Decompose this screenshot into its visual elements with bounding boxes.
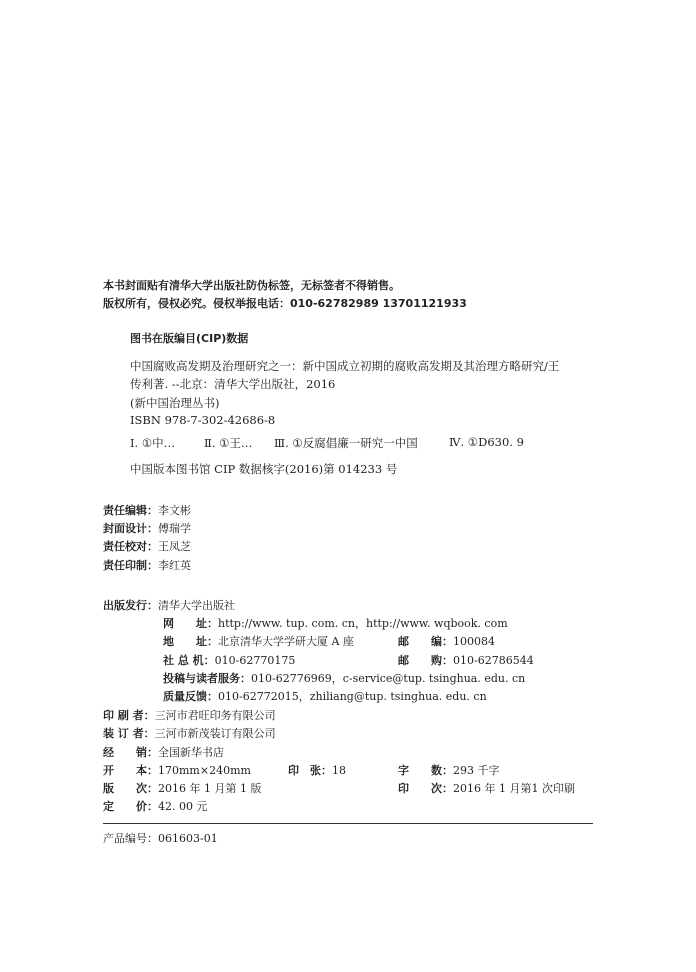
publisher-mail-order: 邮 购：010-62786544 bbox=[398, 654, 534, 667]
price-row: 定 价：42. 00 元 bbox=[103, 800, 208, 813]
anti-counterfeit-notice: 本书封面贴有清华大学出版社防伪标签，无标签者不得销售。 bbox=[103, 279, 400, 292]
cip-series: (新中国治理丛书) bbox=[130, 396, 220, 410]
staff-proofreader: 责任校对：王凤芝 bbox=[103, 540, 191, 553]
cip-core-data: 中国版本图书馆 CIP 数据核字(2016)第 014233 号 bbox=[130, 462, 398, 476]
publisher-reader-service: 投稿与读者服务：010-62776969，c-service@tup. tsinghua. edu. cn bbox=[163, 672, 526, 685]
staff-cover-design: 封面设计：傅瑞学 bbox=[103, 522, 191, 535]
bottom-divider bbox=[103, 823, 593, 824]
publisher-postcode: 邮 编：100084 bbox=[398, 635, 495, 648]
word-count-row: 字 数：293 千字 bbox=[398, 764, 500, 777]
product-code: 产品编号：061603-01 bbox=[103, 832, 218, 845]
binder-row: 装 订 者：三河市新茂装订有限公司 bbox=[103, 727, 276, 740]
publisher-quality-feedback: 质量反馈：010-62772015，zhiliang@tup. tsinghua. edu. cn bbox=[163, 690, 487, 703]
staff-print-manager: 责任印制：李红英 bbox=[103, 559, 191, 572]
distributor-row: 经 销：全国新华书店 bbox=[103, 746, 224, 759]
cip-subject-1: Ⅰ. ①中… bbox=[130, 436, 176, 450]
publisher-website: 网 址：http://www. tup. com. cn，http://www. wqbook. com bbox=[163, 617, 508, 630]
cip-title-line-2: 传利著. --北京：清华大学出版社，2016 bbox=[130, 377, 336, 391]
cip-subject-4: Ⅳ. ①D630. 9 bbox=[449, 435, 524, 449]
cip-subject-3: Ⅲ. ①反腐倡廉一研究一中国 bbox=[274, 436, 418, 450]
edition-row: 版 次：2016 年 1 月第 1 版 bbox=[103, 782, 262, 795]
format-row: 开 本：170mm×240mm bbox=[103, 764, 251, 777]
publisher-switchboard: 社 总 机：010-62770175 bbox=[163, 654, 296, 667]
cip-isbn: ISBN 978-7-302-42686-8 bbox=[130, 413, 276, 427]
printer-row: 印 刷 者：三河市君旺印务有限公司 bbox=[103, 709, 276, 722]
cip-title-line-1: 中国腐败高发期及治理研究之一：新中国成立初期的腐败高发期及其治理方略研究/王 bbox=[130, 359, 560, 373]
copyright-notice: 版权所有，侵权必究。侵权举报电话：010-62782989 13701121933 bbox=[103, 297, 467, 310]
sheets-row: 印 张：18 bbox=[288, 764, 346, 777]
publisher-address: 地 址：北京清华大学学研大厦 A 座 bbox=[163, 635, 354, 648]
cip-heading: 图书在版编目(CIP)数据 bbox=[130, 332, 249, 345]
publisher-row: 出版发行：清华大学出版社 bbox=[103, 599, 235, 612]
printing-row: 印 次：2016 年 1 月第1 次印刷 bbox=[398, 782, 575, 795]
cip-subject-2: Ⅱ. ①王… bbox=[204, 436, 253, 450]
staff-editor: 责任编辑：李文彬 bbox=[103, 504, 191, 517]
